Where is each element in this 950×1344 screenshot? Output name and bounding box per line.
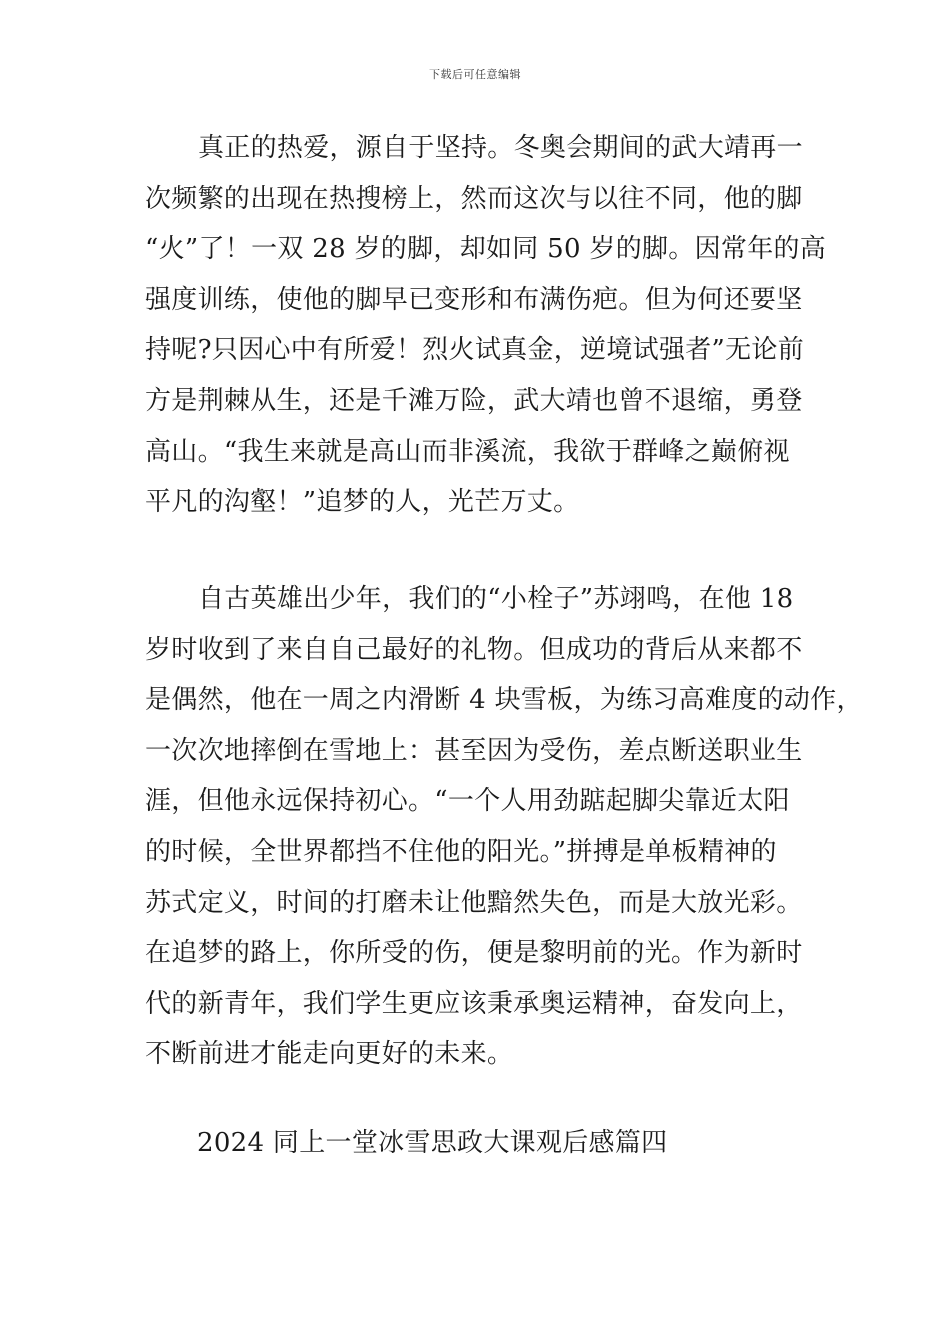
paragraph-line: 不断前进才能走向更好的未来。 [145, 1039, 514, 1070]
paragraph-line: 方是荆棘从生，还是千滩万险，武大靖也曾不退缩，勇登 [145, 385, 803, 416]
paragraph-line: 强度训练，使他的脚早已变形和布满伤疤。但为何还要坚 [145, 284, 803, 315]
paragraph-line: 持呢?只因心中有所爱！烈火试真金，逆境试强者”无论前 [145, 335, 805, 366]
paragraph-line: “火”了！一双 28 岁的脚，却如同 50 岁的脚。因常年的高 [145, 234, 827, 265]
paragraph-line: 岁时收到了来自自己最好的礼物。但成功的背后从来都不 [145, 634, 803, 665]
paragraph-1 [145, 123, 827, 528]
paragraph-2 [145, 574, 863, 1080]
section-heading: 2024 同上一堂冰雪思政大课观后感篇四 [197, 1128, 668, 1158]
paragraph-line: 平凡的沟壑！”追梦的人，光芒万丈。 [145, 487, 580, 518]
paragraph-line: 是偶然，他在一周之内滑断 4 块雪板，为练习高难度的动作， [145, 685, 863, 716]
paragraph-line: 涯，但他永远保持初心。“一个人用劲踮起脚尖靠近太阳 [145, 786, 790, 817]
paragraph-line: 自古英雄出少年，我们的“小栓子”苏翊鸣，在他 18 [198, 584, 794, 614]
paragraph-line: 高山。“我生来就是高山而非溪流，我欲于群峰之巅俯视 [145, 436, 790, 467]
paragraph-line: 次频繁的出现在热搜榜上，然而这次与以往不同，他的脚 [145, 183, 803, 214]
header-note: 下载后可任意编辑 [429, 68, 521, 81]
paragraph-line: 一次次地摔倒在雪地上：甚至因为受伤，差点断送职业生 [145, 735, 803, 766]
paragraph-line: 在追梦的路上，你所受的伤，便是黎明前的光。作为新时 [145, 938, 803, 969]
paragraph-line: 苏式定义，时间的打磨未让他黯然失色，而是大放光彩。 [145, 887, 803, 918]
paragraph-line: 代的新青年，我们学生更应该秉承奥运精神，奋发向上， [145, 988, 803, 1019]
paragraph-line: 真正的热爱，源自于坚持。冬奥会期间的武大靖再一 [198, 133, 803, 163]
paragraph-line: 的时候，全世界都挡不住他的阳光。”拼搏是单板精神的 [145, 836, 777, 867]
